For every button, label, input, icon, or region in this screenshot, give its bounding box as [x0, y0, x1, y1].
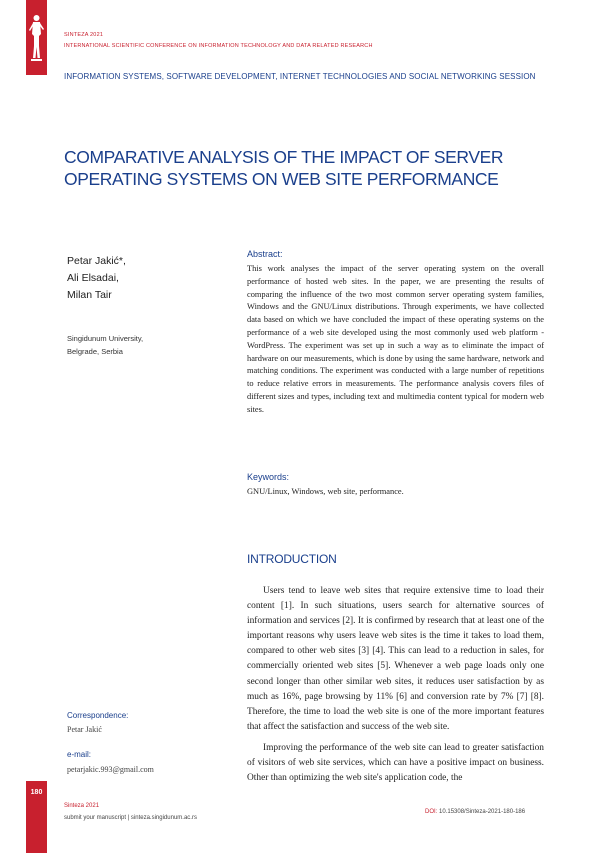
conference-logo [26, 0, 47, 75]
paper-title: COMPARATIVE ANALYSIS OF THE IMPACT OF SERVER OPERATING SYSTEMS ON WEB SITE PERFORMANCE [64, 147, 504, 189]
conference-short-name: SINTEZA 2021 [64, 32, 104, 38]
author-name: Petar Jakić*, [67, 255, 126, 267]
author-name: Milan Tair [67, 289, 112, 301]
body-text [247, 584, 544, 792]
keywords-text: GNU/Linux, Windows, web site, performance. [247, 487, 404, 496]
session-name: INFORMATION SYSTEMS, SOFTWARE DEVELOPMENT, INTERNET TECHNOLOGIES AND SOCIAL NETWORKING SESSION [64, 72, 536, 81]
page-number: 180 [26, 781, 47, 853]
correspondence-label: Correspondence: [67, 711, 129, 720]
paragraph: Improving the performance of the web site can lead to greater satisfaction of visitors of web site services, which can have a positive impact on business. Other than optimizing the web site's application code, the [247, 742, 544, 784]
statue-icon [28, 14, 45, 62]
affiliation-line: Singidunum University, [67, 334, 144, 343]
section-heading: INTRODUCTION [247, 552, 337, 566]
author-list [67, 253, 126, 304]
conference-full-name: INTERNATIONAL SCIENTIFIC CONFERENCE ON INFORMATION TECHNOLOGY AND DATA RELATED RESEARCH [64, 43, 373, 49]
keywords-label: Keywords: [247, 472, 290, 482]
footer-doi[interactable] [425, 809, 525, 815]
abstract-label: Abstract: [247, 249, 283, 259]
email-label: e-mail: [67, 750, 92, 759]
doi-value: 10.15308/Sinteza-2021-180-186 [439, 809, 526, 815]
footer-conference: Sinteza 2021 [64, 803, 100, 809]
affiliation [67, 332, 143, 358]
author-name: Ali Elsadai, [67, 272, 119, 284]
correspondence-name: Petar Jakić [67, 725, 102, 734]
abstract-text: This work analyses the impact of the server operating system on the overall performance of hosted web sites. In the paper, we are presenting the results of comparing the influence of the two most common server operating system families, Windows and the GNU/Linux distributions. Through experiments, we have collected data based on which we have concluded the impact of these operating systems on the performance of a web site developed using the most commonly used web platform - WordPress. The experiment was set up in such a way as to eliminate the impact of hardware on our measurements, which is done by using the same hardware, network and matching conditions. The experiment was conducted with a large number of repetitions to reduce relative errors in measurements. The performance analysis covers files of different sizes and types, including text and multimedia content typical for modern web sites. [247, 264, 544, 414]
email-link[interactable]: petarjakic.993@gmail.com [67, 765, 154, 774]
paragraph: Users tend to leave web sites that require extensive time to load their content [1]. In such situations, users search for alternative sources of information and services [2]. It is confirmed by research that at least one of the important reasons why users leave web sites is the time it takes to load them, compared to other web sites [3] [4]. This can lead to a reduction in sales, for commercially oriented web sites [5]. Whenever a web page loads only one second longer than other similar web sites, it reduces user satisfaction by as much as 16%, page browsing by 11% [6] and conversion rate by 7% [7] [8]. Therefore, the time to load the web site is one of the more important features that affect the satisfaction and success of the web site. [247, 586, 544, 732]
doi-label: DOI: [425, 809, 438, 815]
affiliation-line: Belgrade, Serbia [67, 347, 123, 356]
footer-submit-link[interactable]: submit your manuscript | sinteza.singidunum.ac.rs [64, 815, 197, 821]
